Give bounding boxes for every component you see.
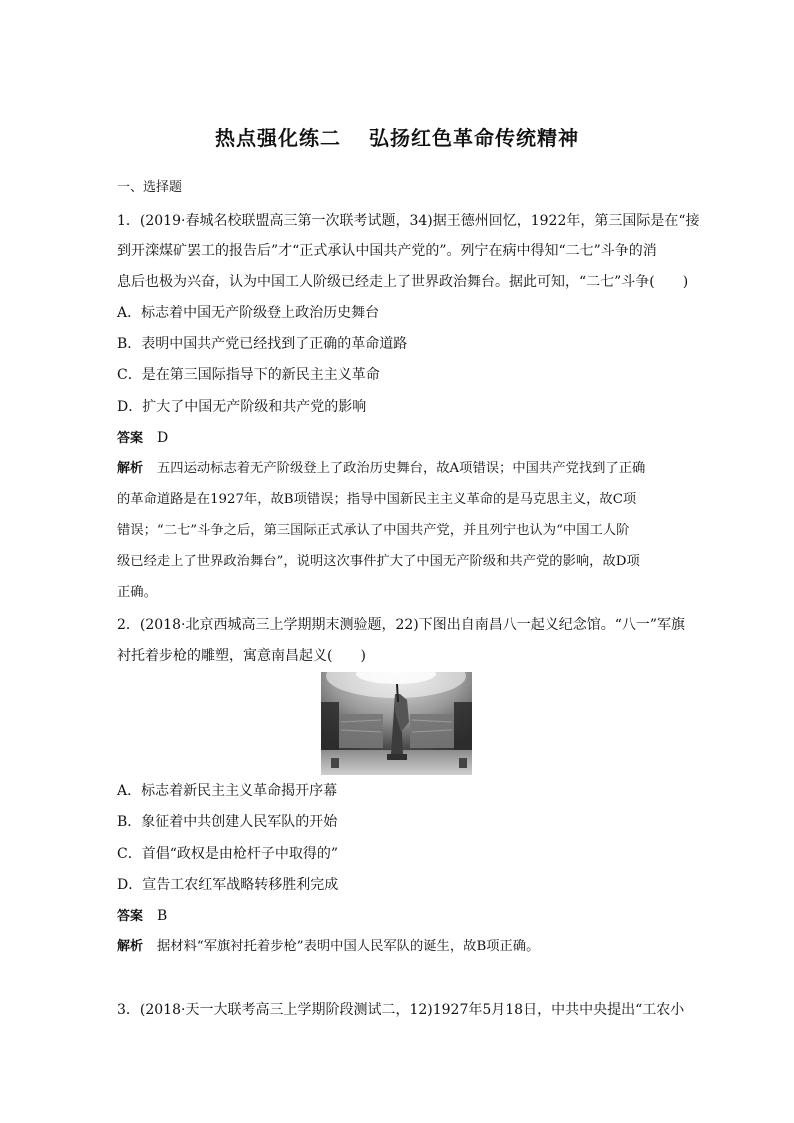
q1-option-d: D．扩大了中国无产阶级和共产党的影响 <box>117 399 367 415</box>
q1-stem-line-3: 息后也极为兴奋，认为中国工人阶级已经走上了世界政治舞台。据此可知，“二七”斗争( ) <box>117 274 689 290</box>
q2-option-d: D．宣告工农红军战略转移胜利完成 <box>117 877 339 893</box>
q3-stem-line-1: 3．(2018·天一大联考高三上学期阶段测试二，12)1927年5月18日，中共中央提出“工农小 <box>117 1002 685 1018</box>
q1-analysis-line-3: 错误；“二七”斗争之后，第三国际正式承认了中国共产党，并且列宁也认为“中国工人阶 <box>117 523 630 538</box>
q2-answer <box>117 906 677 927</box>
q2-analysis-line-1 <box>117 937 677 957</box>
q1-option-b: B．表明中国共产党已经找到了正确的革命道路 <box>117 336 408 352</box>
memorial-sculpture-photo <box>321 672 472 775</box>
q1-analysis-line-5: 正确。 <box>117 585 157 600</box>
answer-value: D <box>157 430 169 446</box>
q2-option-b: B．象征着中共创建人民军队的开始 <box>117 814 338 830</box>
title-main: 热点强化练二 <box>215 126 341 150</box>
q1-analysis-line-1 <box>117 459 677 479</box>
answer-value: B <box>157 908 168 924</box>
q1-analysis-line-4: 级已经走上了世界政治舞台”，说明这次事件扩大了中国无产阶级和共产党的影响，故D项 <box>117 554 640 569</box>
analysis-label: 解析 <box>117 461 144 476</box>
q2-stem-line-1: 2．(2018·北京西城高三上学期期末测验题，22)下图出自南昌八一起义纪念馆。“八一”军旗 <box>117 617 686 633</box>
analysis-label: 解析 <box>117 939 144 954</box>
q2-option-c: C．首倡“政权是由枪杆子中取得的” <box>117 846 339 862</box>
title-sub: 弘扬红色革命传统精神 <box>369 126 579 150</box>
q1-stem-line-2: 到开滦煤矿罢工的报告后”才“正式承认中国共产党的”。列宁在病中得知“二七”斗争的消 <box>117 243 657 259</box>
analysis-text: 据材料“军旗衬托着步枪”表明中国人民军队的诞生，故B项正确。 <box>157 939 540 954</box>
q2-stem-line-2: 衬托着步枪的雕塑，寓意南昌起义( ) <box>117 648 366 664</box>
q1-stem-line-1: 1．(2019·春城名校联盟高三第一次联考试题，34)据王德州回忆，1922年，第三国际是在“接 <box>117 213 700 229</box>
q1-answer <box>117 428 677 449</box>
q2-option-a: A．标志着新民主主义革命揭开序幕 <box>117 783 338 799</box>
q1-option-c: C．是在第三国际指导下的新民主主义革命 <box>117 367 380 383</box>
answer-label: 答案 <box>117 431 144 446</box>
analysis-text: 五四运动标志着无产阶级登上了政治历史舞台，故A项错误；中国共产党找到了正确 <box>157 461 646 476</box>
section-heading: 一、选择题 <box>117 180 183 195</box>
answer-label: 答案 <box>117 909 144 924</box>
page-title <box>0 122 794 151</box>
q1-analysis-line-2: 的革命道路是在1927年，故B项错误；指导中国新民主主义革命的是马克思主义，故C项 <box>117 492 637 507</box>
q1-option-a: A．标志着中国无产阶级登上政治历史舞台 <box>117 305 380 321</box>
